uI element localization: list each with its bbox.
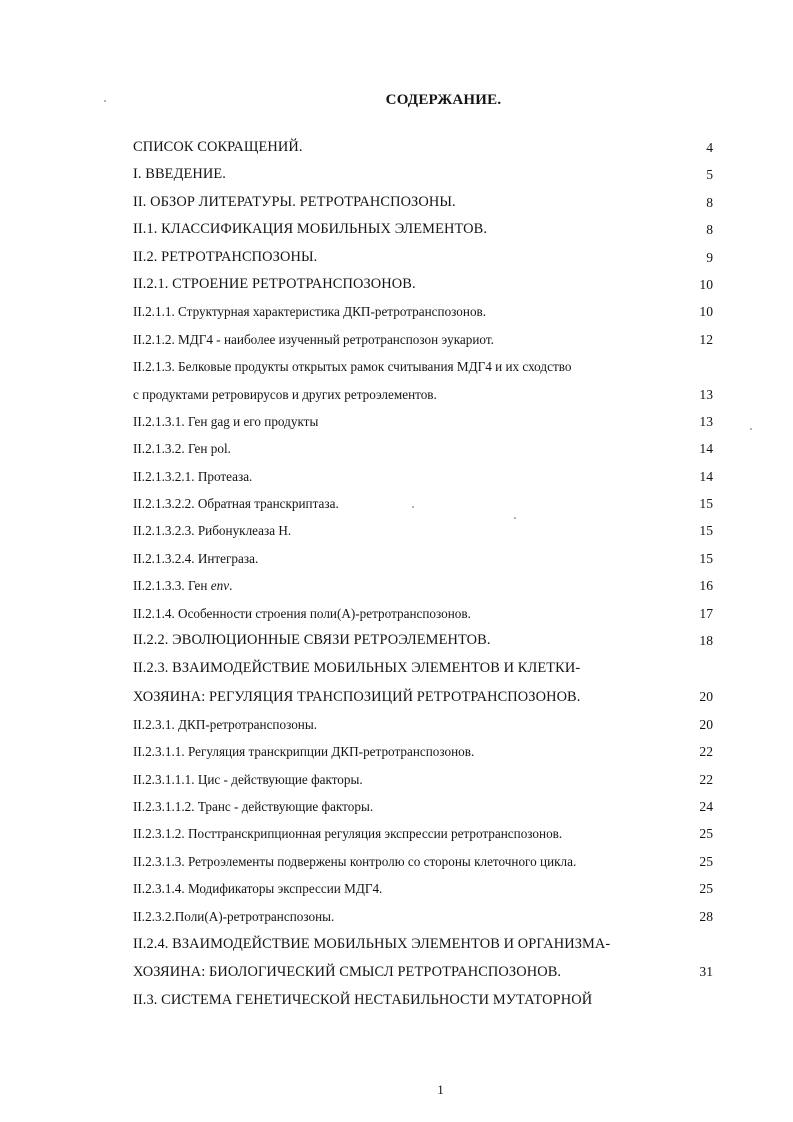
- toc-entry: [133, 381, 713, 408]
- toc-entry-text: II.2.1.3.2.4. Интеграза.: [133, 550, 259, 566]
- toc-entry-page: 22: [699, 771, 713, 787]
- toc-entry: [133, 848, 713, 875]
- toc-entry-text: II.2.1.4. Особенности строения поли(А)-ретротранспозонов.: [133, 605, 471, 621]
- toc-entry-text: II.2.3. ВЗАИМОДЕЙСТВИЕ МОБИЛЬНЫХ ЭЛЕМЕНТОВ И КЛЕТКИ-: [133, 660, 581, 677]
- page-title: СОДЕРЖАНИЕ.: [385, 92, 502, 108]
- toc-entry-page: 24: [699, 798, 713, 814]
- toc-entry-text: II.2.3.1.1.1. Цис - действующие факторы.: [133, 771, 363, 787]
- toc-entry-text: II.2.3.1.4. Модификаторы экспрессии МДГ4.: [133, 881, 383, 897]
- toc-entry: [133, 408, 713, 435]
- toc-entry: [133, 463, 713, 490]
- toc-entry-page: 8: [706, 194, 713, 210]
- toc-entry: [133, 572, 713, 599]
- toc-entry-page: 10: [699, 276, 713, 292]
- toc-entry-text: II.2.3.1.1.2. Транс - действующие факторы.: [133, 798, 374, 814]
- toc-entry-text: II.2.3.1.1. Регуляция транскрипции ДКП-ретротранспозонов.: [133, 744, 475, 760]
- toc-entry-text: II.2.1.3.1. Ген gag и его продукты: [133, 413, 319, 429]
- toc-entry-page: 13: [699, 386, 713, 402]
- toc-entry-page: 12: [699, 331, 713, 347]
- toc-entry: [133, 820, 713, 847]
- toc-entry-text: II.2.1.2. МДГ4 - наиболее изученный ретротранспозон эукариот.: [133, 331, 494, 347]
- toc-entry-italic: env: [210, 578, 230, 594]
- toc-entry: [133, 683, 713, 711]
- toc-entry-text: II.2.1.3.2.1. Протеаза.: [133, 468, 253, 484]
- table-of-contents: [133, 134, 713, 1014]
- toc-entry: [133, 903, 713, 930]
- toc-entry-text: II.2.3.1.2. Посттранскрипционная регуляция экспрессии ретротранспозонов.: [133, 826, 563, 842]
- toc-entry: [133, 490, 713, 517]
- toc-entry-page: 20: [699, 716, 713, 732]
- toc-entry-text: II.2. РЕТРОТРАНСПОЗОНЫ.: [133, 248, 318, 265]
- toc-entry-text: II.1. КЛАССИФИКАЦИЯ МОБИЛЬНЫХ ЭЛЕМЕНТОВ.: [133, 221, 488, 238]
- toc-entry-text: ХОЗЯИНА: РЕГУЛЯЦИЯ ТРАНСПОЗИЦИЙ РЕТРОТРАНСПОЗОНОВ.: [133, 688, 581, 705]
- toc-entry-page: 17: [699, 605, 713, 621]
- toc-entry-text: ХОЗЯИНА: БИОЛОГИЧЕСКИЙ СМЫСЛ РЕТРОТРАНСПОЗОНОВ.: [133, 964, 562, 981]
- toc-entry: [133, 161, 713, 188]
- toc-entry: [133, 627, 713, 654]
- toc-entry: [133, 517, 713, 544]
- toc-entry-text: II.2.1.3.2.2. Обратная транскриптаза.: [133, 496, 339, 512]
- toc-entry: [133, 711, 713, 738]
- toc-entry-page: 15: [699, 496, 713, 512]
- toc-entry: [133, 793, 713, 820]
- toc-entry: [133, 958, 713, 986]
- toc-entry: [133, 654, 713, 682]
- toc-entry-page: 5: [706, 167, 713, 183]
- toc-entry-text: I. ВВЕДЕНИЕ.: [133, 166, 226, 183]
- toc-entry-page: 25: [699, 853, 713, 869]
- toc-entry-page: 16: [699, 578, 713, 594]
- toc-entry: [133, 244, 713, 271]
- toc-entry: [133, 435, 713, 462]
- toc-entry-page: 20: [699, 688, 713, 704]
- toc-entry-text: II.2.1.3.2.3. Рибонуклеаза Н.: [133, 523, 292, 539]
- toc-entry-text: с продуктами ретровирусов и других ретроэлементов.: [133, 386, 437, 402]
- toc-entry: [133, 134, 713, 161]
- toc-entry-page: 25: [699, 881, 713, 897]
- toc-entry-text: II.2.3.1. ДКП-ретротранспозоны.: [133, 716, 318, 732]
- toc-entry: [133, 738, 713, 765]
- toc-entry-text: II.2.1.3.2. Ген pol.: [133, 441, 231, 457]
- toc-entry-text: II.2.1.1. Структурная характеристика ДКП-ретротранспозонов.: [133, 304, 487, 320]
- toc-entry-page: 31: [699, 964, 713, 980]
- toc-entry: [133, 271, 713, 298]
- page-number: 1: [437, 1082, 444, 1097]
- toc-entry: [133, 298, 713, 325]
- toc-entry: [133, 930, 713, 958]
- toc-entry: [133, 600, 713, 627]
- toc-entry-text: II.2.1.3. Белковые продукты открытых рамок считывания МДГ4 и их сходство: [133, 359, 572, 375]
- toc-entry: [133, 986, 713, 1014]
- toc-entry: [133, 545, 713, 572]
- toc-entry-page: 15: [699, 523, 713, 539]
- toc-entry-text: II.2.3.2.Поли(А)-ретротранспозоны.: [133, 908, 335, 924]
- toc-entry: [133, 353, 713, 380]
- toc-entry-page: 10: [699, 304, 713, 320]
- toc-entry-text: II.2.1.3.3. Ген env.: [133, 578, 233, 594]
- toc-entry-page: 25: [699, 826, 713, 842]
- toc-entry-text: II.2.4. ВЗАИМОДЕЙСТВИЕ МОБИЛЬНЫХ ЭЛЕМЕНТОВ И ОРГАНИЗМА-: [133, 935, 611, 952]
- toc-entry-page: 13: [699, 413, 713, 429]
- toc-entry-text: II.2.3.1.3. Ретроэлементы подвержены контролю со стороны клеточного цикла.: [133, 853, 577, 869]
- toc-entry-page: 14: [699, 468, 713, 484]
- toc-entry-page: 9: [706, 249, 713, 265]
- toc-entry-text: II.3. СИСТЕМА ГЕНЕТИЧЕСКОЙ НЕСТАБИЛЬНОСТИ МУТАТОРНОЙ: [133, 992, 593, 1009]
- toc-entry: [133, 766, 713, 793]
- toc-entry-page: 8: [706, 222, 713, 238]
- toc-entry-page: 14: [699, 441, 713, 457]
- toc-entry-page: 4: [706, 140, 713, 155]
- toc-entry: [133, 326, 713, 353]
- toc-entry: [133, 875, 713, 902]
- toc-entry-page: 18: [699, 633, 713, 649]
- toc-entry-page: 28: [699, 908, 713, 924]
- toc-entry-text: II.2.1. СТРОЕНИЕ РЕТРОТРАНСПОЗОНОВ.: [133, 275, 416, 292]
- toc-entry: [133, 216, 713, 243]
- toc-entry-text: II.2.2. ЭВОЛЮЦИОННЫЕ СВЯЗИ РЕТРОЭЛЕМЕНТОВ.: [133, 632, 491, 649]
- scan-speck: [750, 428, 752, 430]
- toc-entry-page: 15: [699, 550, 713, 566]
- toc-entry-text: II. ОБЗОР ЛИТЕРАТУРЫ. РЕТРОТРАНСПОЗОНЫ.: [133, 193, 456, 210]
- toc-entry: [133, 189, 713, 216]
- toc-entry-page: 22: [699, 744, 713, 760]
- toc-entry-text: СПИСОК СОКРАЩЕНИЙ.: [133, 139, 303, 155]
